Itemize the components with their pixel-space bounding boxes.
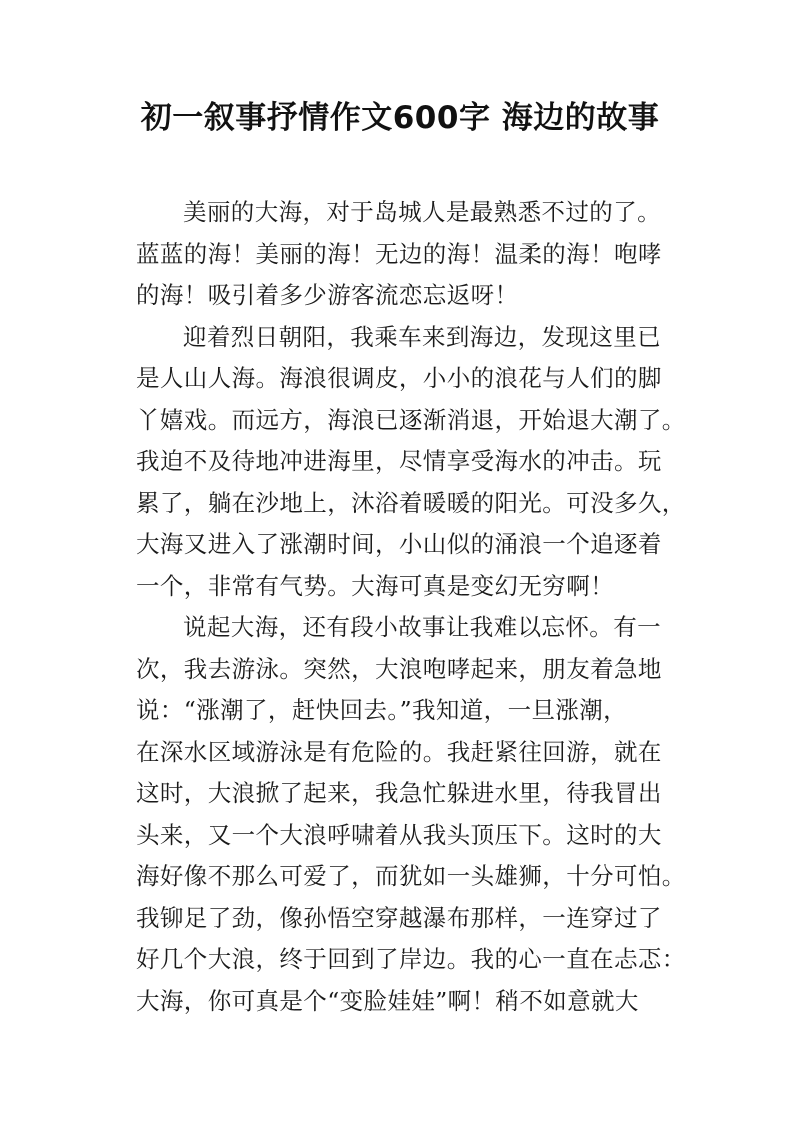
paragraph-line: 累了，躺在沙地上，沐浴着暖暖的阳光。可没多久， [136,488,686,517]
paragraph-line: 大海，你可真是个“变脸娃娃”啊！稍不如意就大 [136,986,639,1015]
paragraph-line: 迎着烈日朝阳，我乘车来到海边，发现这里已 [183,322,661,351]
paragraph-line: 我迫不及待地冲进海里，尽情享受海水的冲击。玩 [136,447,662,475]
paragraph-line: 美丽的大海，对于岛城人是最熟悉不过的了。 [183,198,661,226]
paragraph-line: 海好像不那么可爱了，而犹如一头雄狮，十分可怕。 [136,862,686,890]
paragraph-line: 好几个大浪，终于回到了岸边。我的心一直在忐忑： [136,945,686,973]
document-title: 初一叙事抒情作文600字 海边的故事 [140,100,660,136]
paragraph-line: 说起大海，还有段小故事让我难以忘怀。有一 [183,613,661,641]
paragraph-line: 说：“涨潮了，赶快回去。”我知道，一旦涨潮， [136,696,628,724]
paragraph-line: 这时，大浪掀了起来，我急忙躲进水里，待我冒出 [136,779,662,807]
paragraph-line: 一个，非常有气势。大海可真是变幻无穷啊！ [136,571,614,600]
paragraph-line: 次，我去游泳。突然，大浪咆哮起来，朋友着急地 [136,654,662,683]
paragraph-line: 大海又进入了涨潮时间，小山似的涌浪一个追逐着 [136,530,662,558]
paragraph-line: 是人山人海。海浪很调皮，小小的浪花与人们的脚 [136,364,662,392]
document-body [136,192,686,1022]
paragraph-line: 蓝蓝的海！美丽的海！无边的海！温柔的海！咆哮 [136,239,662,268]
paragraph-line: 丫嬉戏。而远方，海浪已逐渐消退，开始退大潮了。 [136,405,686,434]
paragraph-line: 的海！吸引着多少游客流恋忘返呀！ [136,281,519,309]
paragraph-line: 在深水区域游泳是有危险的。我赶紧往回游，就在 [136,737,662,766]
paragraph-line: 我铆足了劲，像孙悟空穿越瀑布那样，一连穿过了 [136,903,662,932]
paragraph-line: 头来，又一个大浪呼啸着从我头顶压下。这时的大 [136,820,662,849]
